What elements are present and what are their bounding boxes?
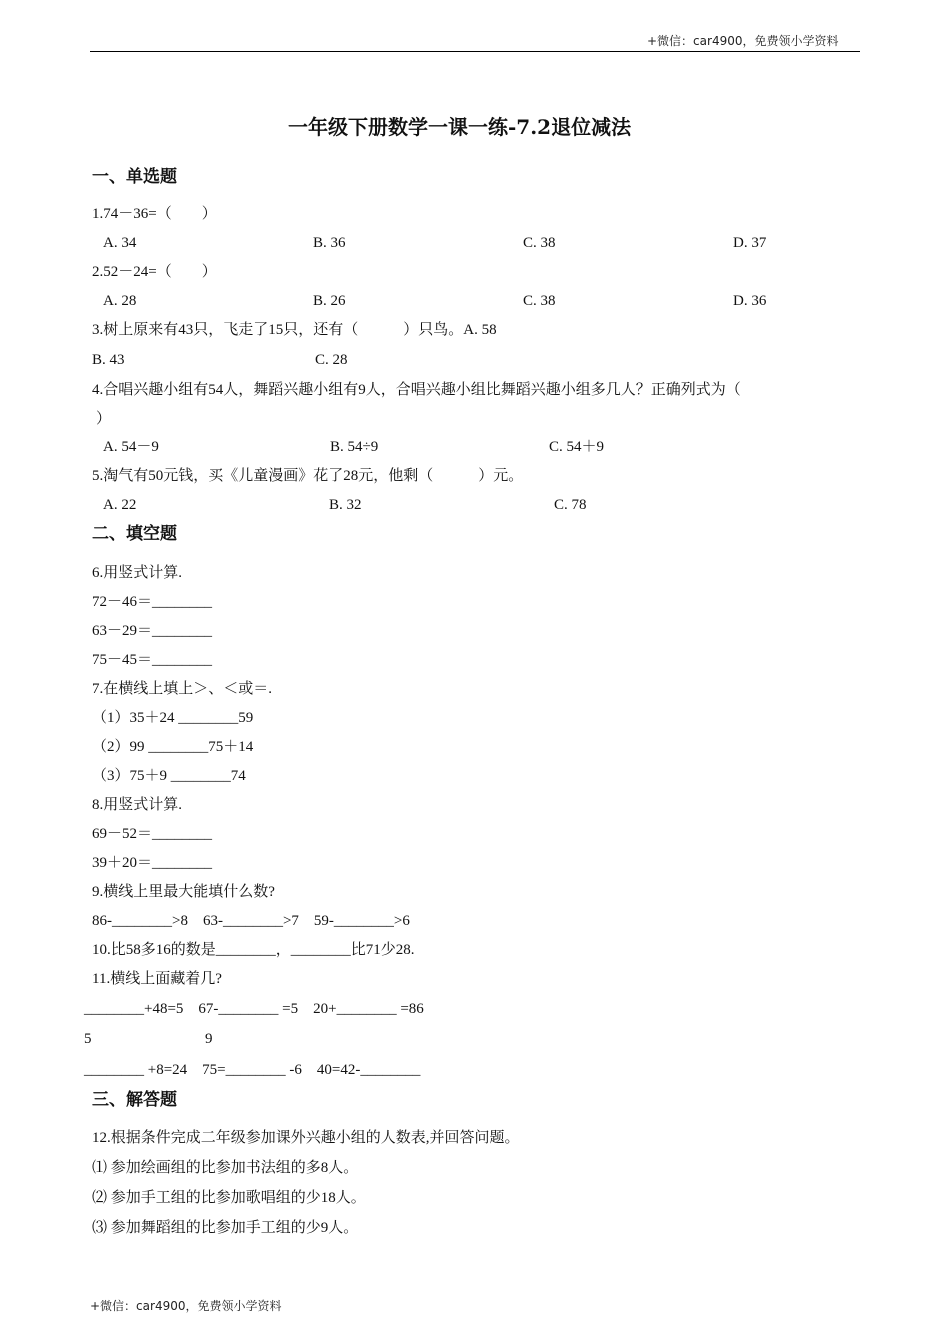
question-12-condition-3: ⑶ 参加舞蹈组的比参加手工组的少9人。 (92, 1220, 359, 1236)
question-3-stem: 3.树上原来有43只，飞走了15只，还有（ ）只鸟。A. 58 (92, 322, 497, 338)
question-1-option-a: A. 34 (103, 235, 137, 251)
question-5-stem: 5.淘气有50元钱，买《儿童漫画》花了28元，他剩（ ）元。 (92, 468, 524, 484)
question-6-line-3: 75－45＝________ (92, 652, 213, 668)
question-5-option-a: A. 22 (103, 497, 137, 513)
question-7-line-3: （3）75＋9 ________74 (92, 768, 246, 784)
header-watermark: +微信：car4900，免费领小学资料 (647, 34, 839, 48)
question-10-stem: 10.比58多16的数是________，________比71少28. (92, 942, 415, 958)
page-title: 一年级下册数学一课一练-7.2退位减法 (288, 115, 632, 139)
question-4-option-c: C. 54＋9 (549, 439, 605, 455)
question-8-line-2: 39＋20＝________ (92, 855, 213, 871)
question-11-line-2b: 9 (205, 1031, 213, 1047)
question-11-line-2a: 5 (84, 1031, 92, 1047)
question-12-stem: 12.根据条件完成二年级参加课外兴趣小组的人数表,并回答问题。 (92, 1130, 520, 1146)
question-6-stem: 6.用竖式计算. (92, 565, 183, 581)
question-1-stem: 1.74－36=（ ） (92, 206, 217, 222)
header-divider (90, 51, 860, 52)
question-4-stem: 4.合唱兴趣小组有54人，舞蹈兴趣小组有9人，合唱兴趣小组比舞蹈兴趣小组多几人？正确列式为（ (92, 382, 741, 398)
question-6-line-2: 63－29＝________ (92, 623, 213, 639)
question-6-line-1: 72－46＝________ (92, 594, 213, 610)
footer-watermark: +微信：car4900，免费领小学资料 (90, 1299, 282, 1313)
question-2-option-a: A. 28 (103, 293, 137, 309)
question-7-line-2: （2）99 ________75＋14 (92, 739, 254, 755)
section-heading-solve: 三、解答题 (92, 1090, 177, 1110)
question-12-condition-1: ⑴ 参加绘画组的比参加书法组的多8人。 (92, 1160, 359, 1176)
question-7-line-1: （1）35＋24 ________59 (92, 710, 254, 726)
question-11-stem: 11.横线上面藏着几? (92, 971, 222, 987)
question-1-option-d: D. 37 (733, 235, 767, 251)
question-8-stem: 8.用竖式计算. (92, 797, 183, 813)
question-1-option-c: C. 38 (523, 235, 556, 251)
question-3-option-b: B. 43 (92, 352, 125, 368)
question-4-stem-continued: ） (96, 411, 112, 427)
question-9-line-1: 86-________>8 63-________>7 59-________>6 (92, 913, 410, 929)
question-4-option-a: A. 54－9 (103, 439, 159, 455)
question-2-option-d: D. 36 (733, 293, 767, 309)
section-heading-fill-blank: 二、填空题 (92, 524, 177, 544)
question-4-option-b: B. 54÷9 (330, 439, 379, 455)
question-5-option-b: B. 32 (329, 497, 362, 513)
section-heading-single-choice: 一、单选题 (92, 167, 177, 187)
question-11-line-1: ________+48=5 67-________ =5 20+________ =86 (84, 1001, 424, 1017)
question-12-condition-2: ⑵ 参加手工组的比参加歌唱组的少18人。 (92, 1190, 366, 1206)
question-11-line-3: ________ +8=24 75=________ -6 40=42-________ (84, 1062, 421, 1078)
question-1-option-b: B. 36 (313, 235, 346, 251)
question-9-stem: 9.横线上里最大能填什么数? (92, 884, 275, 900)
question-5-option-c: C. 78 (554, 497, 587, 513)
question-2-option-b: B. 26 (313, 293, 346, 309)
question-8-line-1: 69－52＝________ (92, 826, 213, 842)
question-2-stem: 2.52－24=（ ） (92, 264, 217, 280)
question-7-stem: 7.在横线上填上＞、＜或＝. (92, 681, 273, 697)
question-2-option-c: C. 38 (523, 293, 556, 309)
question-3-option-c: C. 28 (315, 352, 348, 368)
